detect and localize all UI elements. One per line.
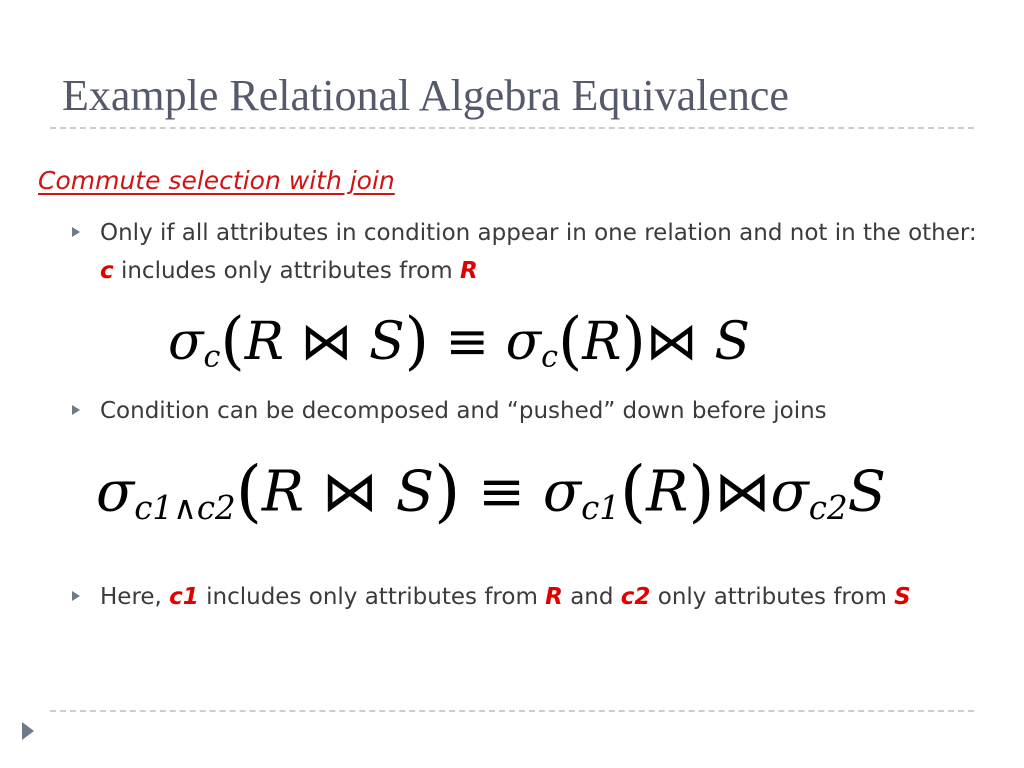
- bullet-text: [100, 578, 992, 616]
- relation-r: R: [261, 459, 305, 525]
- variable-r: R: [545, 584, 563, 610]
- footer-divider: [50, 710, 974, 712]
- formula-commute-selection: [168, 304, 750, 377]
- sigma-symbol: σ: [505, 311, 542, 372]
- variable-r: R: [460, 258, 478, 284]
- formula-decompose-selection: [96, 452, 886, 530]
- equivalence-symbol: ≡: [478, 459, 526, 525]
- bullet-text: [100, 214, 992, 290]
- left-paren: (: [235, 452, 262, 530]
- sigma-subscript: c: [203, 339, 221, 375]
- triangle-bullet-icon: [72, 405, 80, 415]
- bullet-text-segment: and: [562, 584, 621, 610]
- triangle-right-icon[interactable]: [22, 722, 34, 740]
- sigma-symbol: σ: [168, 311, 204, 372]
- join-symbol: ⋈: [645, 311, 698, 372]
- right-paren: ): [404, 304, 429, 377]
- equivalence-symbol: ≡: [445, 311, 490, 372]
- relation-s: S: [368, 311, 405, 372]
- join-symbol: ⋈: [714, 459, 771, 525]
- triangle-bullet-icon: [72, 591, 80, 601]
- right-paren: ): [688, 452, 715, 530]
- bullet-text-segment: only attributes from: [650, 584, 895, 610]
- relation-r: R: [244, 311, 284, 372]
- relation-s: S: [714, 311, 750, 372]
- variable-c2: c2: [620, 584, 651, 610]
- right-paren: ): [621, 304, 646, 377]
- bullet-item: [72, 214, 992, 290]
- bullet-text-segment: includes only attributes from: [113, 258, 460, 284]
- left-paren: (: [557, 304, 583, 377]
- sigma-subscript: c1∧c2: [134, 488, 236, 527]
- variable-c1: c1: [169, 584, 199, 610]
- title-divider: [50, 127, 974, 129]
- variable-s: S: [894, 584, 911, 610]
- page-title: Example Relational Algebra Equivalence: [62, 71, 789, 120]
- relation-r: R: [646, 459, 689, 525]
- bullet-text-segment: includes only attributes from: [198, 584, 546, 610]
- bullet-item: [72, 578, 992, 616]
- left-paren: (: [619, 452, 647, 530]
- bullet-text-segment: Here,: [100, 584, 170, 610]
- relation-s: S: [847, 459, 886, 525]
- sigma-subscript: c: [541, 339, 558, 375]
- sigma-subscript: c2: [808, 488, 848, 527]
- variable-c: c: [100, 258, 114, 284]
- right-paren: ): [434, 452, 461, 530]
- bullet-text: Condition can be decomposed and “pushed” down before joins: [100, 398, 827, 424]
- join-symbol: ⋈: [300, 311, 353, 372]
- bullet-text-segment: Only if all attributes in condition appear in one relation and not in the other:: [100, 220, 977, 246]
- triangle-bullet-icon: [72, 227, 80, 237]
- join-symbol: ⋈: [321, 459, 378, 525]
- bullet-item: [72, 392, 992, 430]
- left-paren: (: [220, 304, 245, 377]
- sigma-symbol: σ: [542, 459, 582, 525]
- section-heading: Commute selection with join: [38, 166, 395, 195]
- relation-s: S: [395, 459, 435, 525]
- relation-r: R: [582, 311, 622, 372]
- sigma-symbol: σ: [770, 459, 809, 525]
- sigma-subscript: c1: [581, 488, 620, 527]
- sigma-symbol: σ: [96, 459, 135, 525]
